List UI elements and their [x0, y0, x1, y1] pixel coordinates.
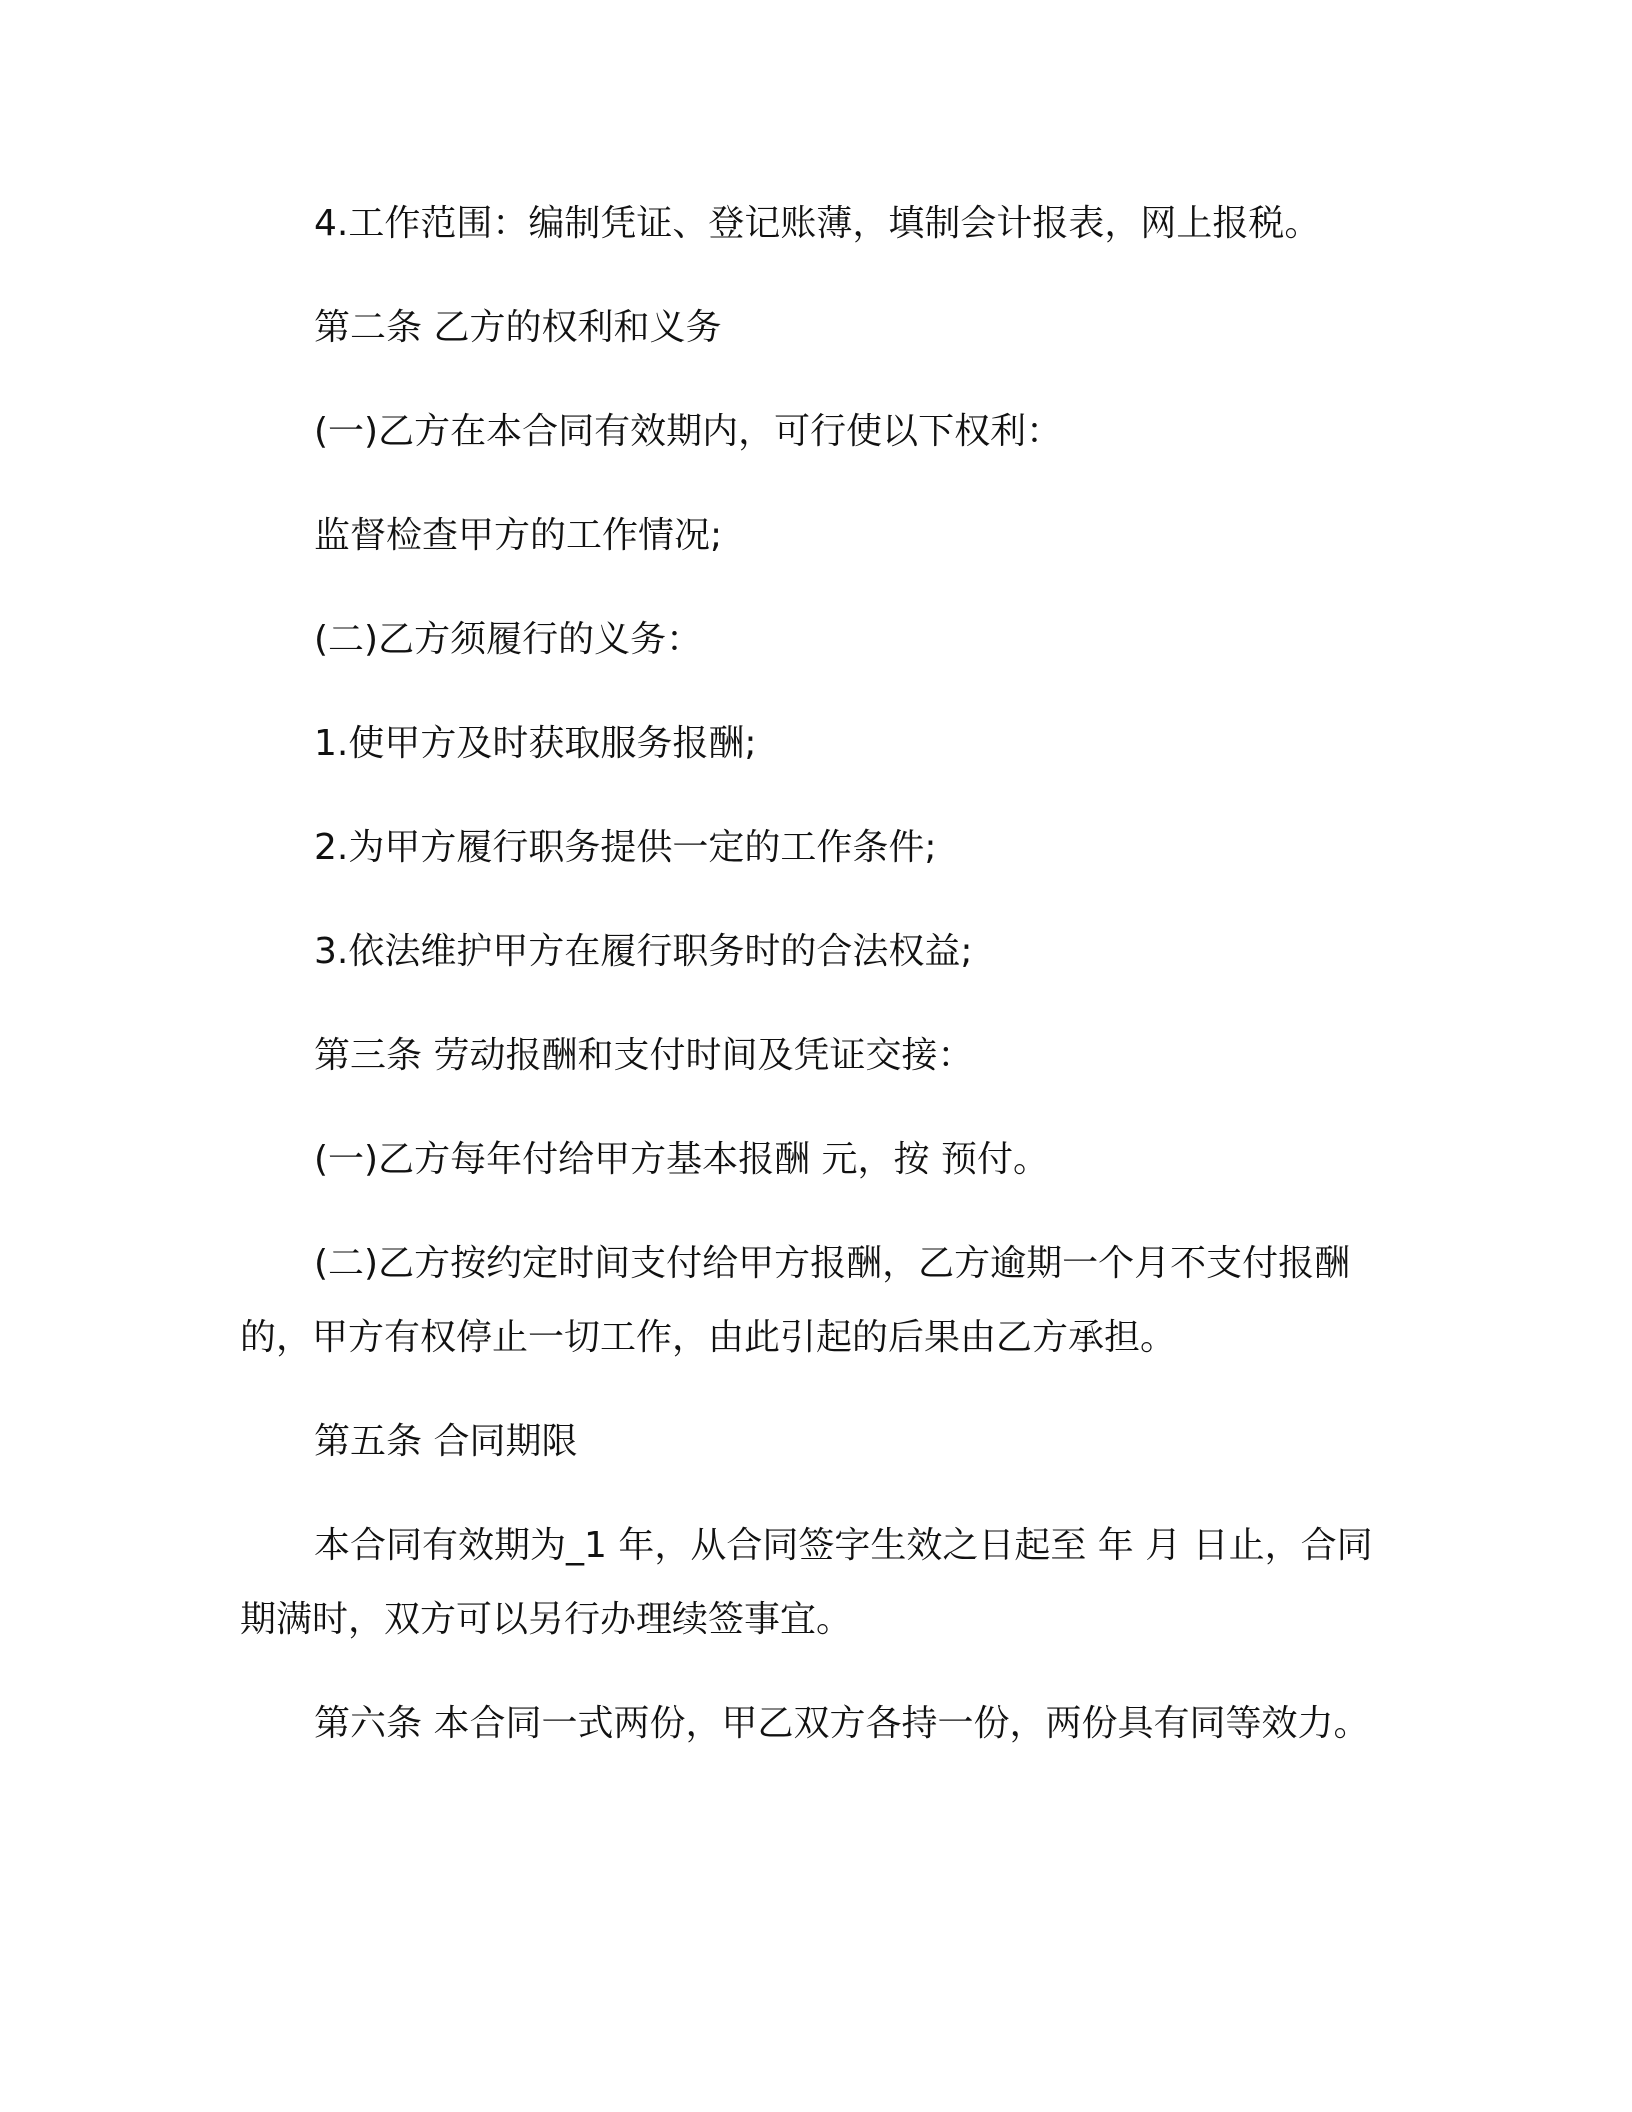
- paragraph-work-scope: 4.工作范围：编制凭证、登记账薄，填制会计报表，网上报税。: [314, 203, 1321, 244]
- paragraph-contract-term: 本合同有效期为_1 年，从合同签字生效之日起至 年 月 日止，合同期满时，双方可以另行办理续签事宜。: [240, 1525, 1373, 1640]
- document-body: [240, 187, 1382, 1761]
- list-item-obligation-3: 3.依法维护甲方在履行职务时的合法权益;: [314, 931, 973, 972]
- heading-article-2: 第二条 乙方的权利和义务: [314, 307, 722, 348]
- list-item-obligation-1: 1.使甲方及时获取服务报酬;: [314, 723, 757, 764]
- heading-article-5: 第五条 合同期限: [314, 1421, 578, 1462]
- paragraph-party-b-rights: (一)乙方在本合同有效期内，可行使以下权利：: [314, 411, 1063, 452]
- heading-article-3: 第三条 劳动报酬和支付时间及凭证交接：: [314, 1035, 974, 1076]
- paragraph-payment-terms: (二)乙方按约定时间支付给甲方报酬，乙方逾期一个月不支付报酬的，甲方有权停止一切工作，由此引起的后果由乙方承担。: [240, 1243, 1351, 1358]
- paragraph-supervision: 监督检查甲方的工作情况;: [314, 515, 723, 556]
- paragraph-article-6: 第六条 本合同一式两份，甲乙双方各持一份，两份具有同等效力。: [314, 1703, 1370, 1744]
- paragraph-basic-remuneration: (一)乙方每年付给甲方基本报酬 元，按 预付。: [314, 1139, 1049, 1180]
- paragraph-party-b-obligations: (二)乙方须履行的义务：: [314, 619, 703, 660]
- list-item-obligation-2: 2.为甲方履行职务提供一定的工作条件;: [314, 827, 937, 868]
